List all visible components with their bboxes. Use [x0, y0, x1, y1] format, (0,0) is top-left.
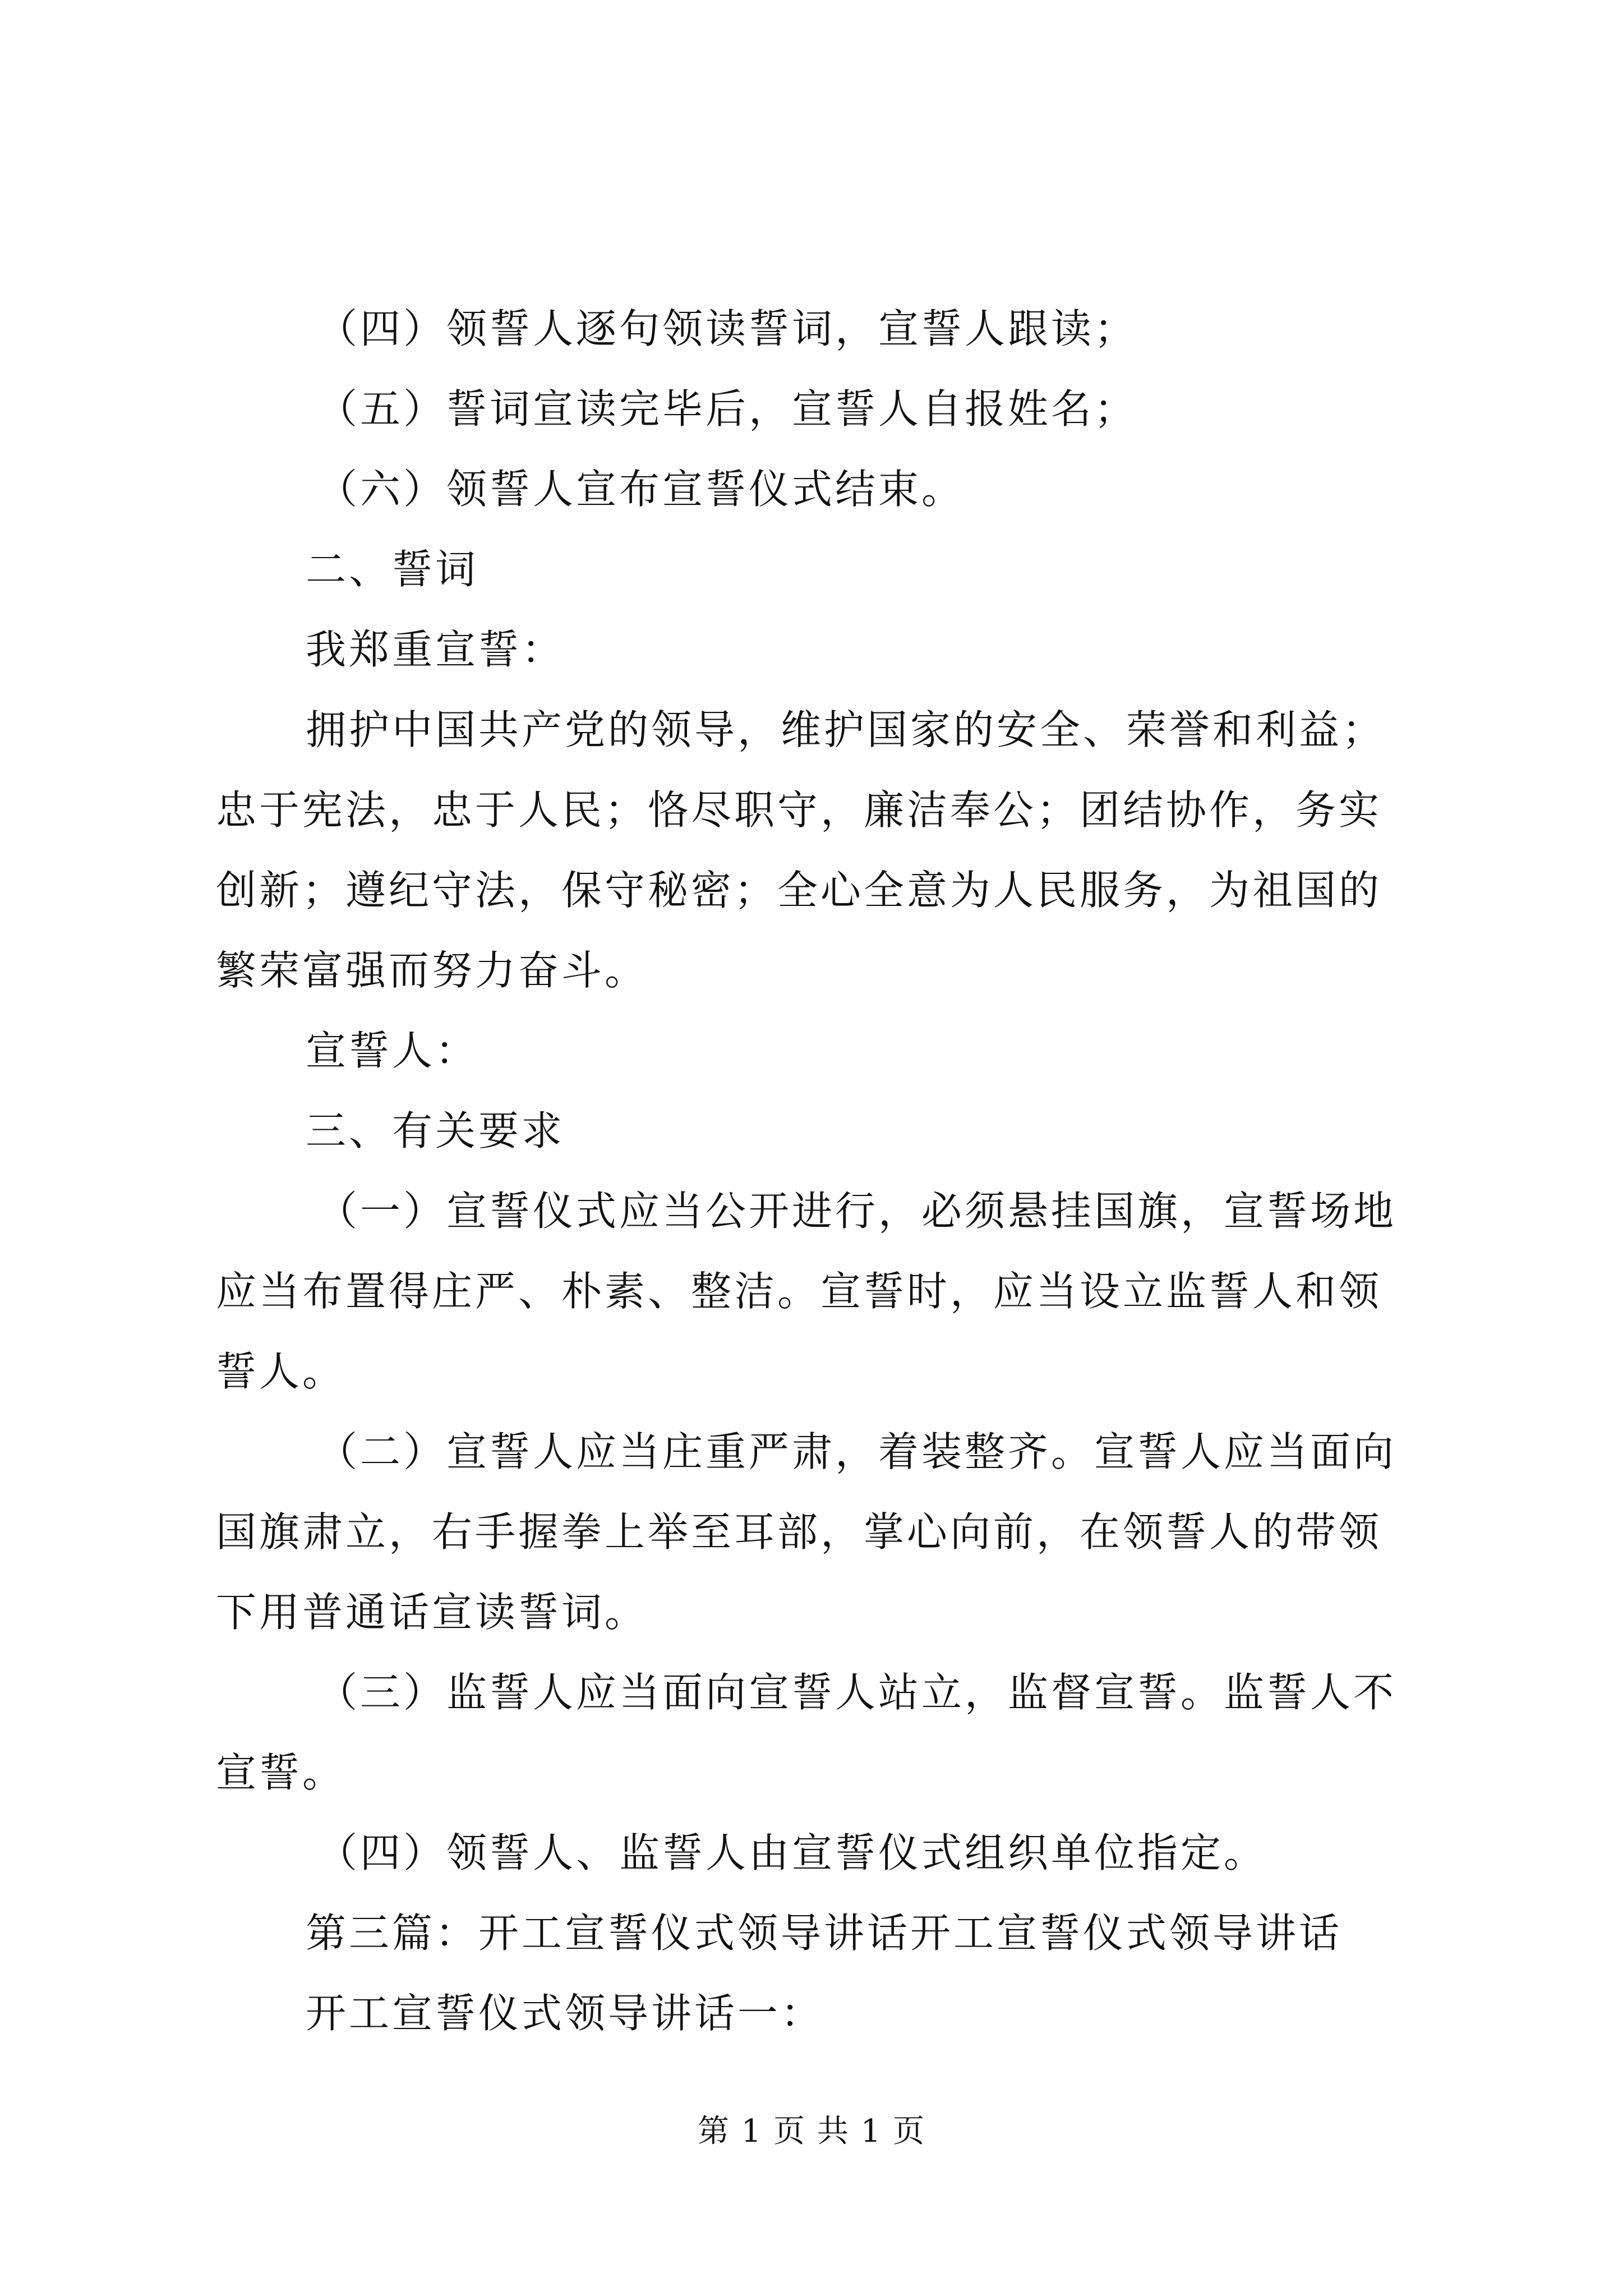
requirement-4: （四）领誓人、监誓人由宣誓仪式组织单位指定。 — [317, 1829, 1267, 1876]
requirement-2: （二）宣誓人应当庄重严肃，着装整齐。宣誓人应当面向国旗肃立，右手握拳上举至耳部，掌心向前，在领誓人的带领下用普通话宣读誓词。 — [216, 1428, 1397, 1636]
section-heading-oath: 二、誓词 — [306, 546, 479, 593]
document-body — [216, 289, 1422, 2054]
paragraph-step-6: （六）领誓人宣布宣誓仪式结束。 — [317, 466, 965, 513]
paragraph-step-4: （四）领誓人逐句领读誓词，宣誓人跟读； — [317, 305, 1138, 352]
requirement-1: （一）宣誓仪式应当公开进行，必须悬挂国旗，宣誓场地应当布置得庄严、朴素、整洁。宣誓时，应当设立监誓人和领誓人。 — [216, 1188, 1397, 1395]
speech-heading: 开工宣誓仪式领导讲话一： — [306, 1990, 824, 2037]
chapter-heading: 第三篇：开工宣誓仪式领导讲话开工宣誓仪式领导讲话 — [306, 1910, 1343, 1957]
section-heading-requirements: 三、有关要求 — [306, 1107, 565, 1154]
requirement-3: （三）监誓人应当面向宣誓人站立，监督宣誓。监誓人不宣誓。 — [216, 1669, 1397, 1796]
paragraph-step-5: （五）誓词宣读完毕后，宣誓人自报姓名； — [317, 385, 1138, 432]
oath-signatory-label: 宣誓人： — [306, 1027, 479, 1074]
oath-text: 拥护中国共产党的领导，维护国家的安全、荣誉和利益；忠于宪法，忠于人民；恪尽职守，廉洁奉公；团结协作，务实创新；遵纪守法，保守秘密；全心全意为人民服务，为祖国的繁荣富强而努力奋斗。 — [216, 706, 1386, 994]
page-footer: 第 1 页 共 1 页 — [697, 2113, 926, 2150]
oath-opening: 我郑重宣誓： — [306, 626, 565, 673]
